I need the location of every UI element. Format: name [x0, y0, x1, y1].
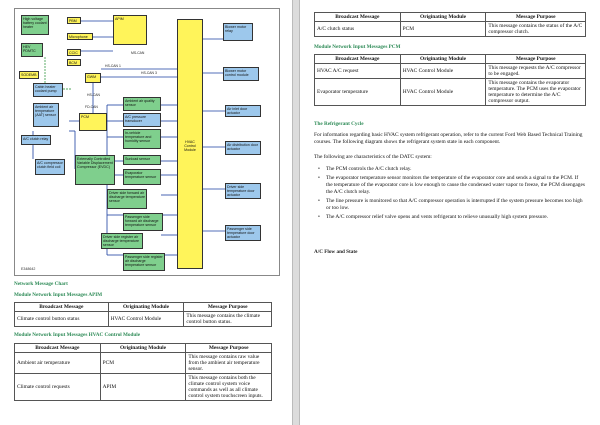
bus-label-hs-can: HS-CAN: [87, 93, 100, 97]
table-row: [315, 79, 586, 106]
sodemb-box: [19, 71, 39, 79]
blower-control-module-label: Blower motor control module: [225, 69, 249, 78]
right-page: [299, 0, 600, 425]
characteristics-paragraph: The following are characteristics of the DATC system:: [314, 154, 432, 160]
air-quality-sensor-box: [123, 97, 161, 111]
pcm-table: [314, 54, 586, 106]
ac-clutch-relay-label: A/C clutch relay: [23, 137, 49, 141]
top-header-broadcast: Broadcast Message: [315, 13, 401, 22]
ccic-box: [67, 49, 81, 56]
ambient-temp-sensor-box: [33, 103, 59, 127]
table-cell: HVAC Control Module: [108, 312, 184, 327]
driver-temp-door-actuator-label: Driver side temperature door actuator: [227, 185, 255, 198]
apim-table: [14, 302, 272, 327]
bus-label-hs-can-1: HS-CAN 1: [105, 64, 121, 68]
ac-pressure-transducer-box: [123, 113, 161, 127]
hvac-header-broadcast: Broadcast Message: [15, 344, 101, 353]
table-row: [15, 353, 272, 374]
in-vehicle-temp-sensor-label: In-vehicle temperature and humidity sensor: [125, 131, 152, 144]
refrigerant-paragraph: For information regarding basic HVAC system refrigerant operation, refer to the current Ford Web Based Technical Training courses. The following diagram shows the refrigerant system state in each component.: [314, 132, 583, 145]
table-cell: This message contains the status of the A/C compressor clutch.: [486, 22, 586, 37]
driver-floor-sensor-label: Driver side forward air discharge temperature sensor: [109, 191, 145, 204]
pcm-heading: Module Network Input Messages PCM: [314, 44, 401, 50]
ac-clutch-relay-box: [21, 135, 51, 145]
passenger-register-sensor-box: [123, 253, 165, 271]
air-inlet-actuator-label: Air inlet door actuator: [227, 107, 248, 116]
air-inlet-actuator-box: [225, 105, 261, 117]
apim-header-broadcast: Broadcast Message: [15, 303, 109, 312]
ccic-label: CCIC: [69, 51, 78, 55]
network-diagram: [14, 8, 280, 276]
hvac-control-module-box: [177, 19, 203, 269]
table-cell: PCM: [400, 22, 486, 37]
ecvd-box: [75, 155, 115, 185]
apim-header-purpose: Message Purpose: [184, 303, 272, 312]
ecvd-label: Externally Controlled Variable Displacement Compressor (EVDC): [77, 157, 113, 170]
table-cell: HVAC Control Module: [400, 64, 486, 79]
table-cell: HVAC A/C request: [315, 64, 401, 79]
in-vehicle-temp-sensor-box: [123, 129, 161, 149]
cabin-heater-pump-label: Cabin heater coolant pump: [35, 85, 57, 94]
bus-label-hs-can-3: HS-CAN 3: [141, 71, 157, 75]
cabin-heater-pump-box: [33, 83, 63, 97]
blower-relay-box: [223, 23, 253, 41]
pcm-label: PCM: [81, 115, 89, 119]
table-cell: Evaporator temperature: [315, 79, 401, 106]
table-row: [15, 312, 272, 327]
bus-label-ms-can: MS-CAN: [131, 51, 145, 55]
passenger-register-sensor-label: Passenger side register air discharge temperature sensor: [125, 255, 163, 268]
pbm-label: PBM: [69, 19, 77, 23]
table-row: [315, 22, 586, 37]
network-message-chart-heading: Network Message Chart: [14, 281, 68, 287]
list-item: • The evaporator temperature sensor monitors the temperature of the evaporator core and sends a signal to the PCM. If the temperature of the evaporator core is low enough to cause the condensed water vapor to freeze, the PCM disengages the A/C clutch relay.: [314, 175, 586, 196]
hev-pdmtc-box: [21, 43, 43, 57]
driver-temp-door-actuator-box: [225, 183, 261, 199]
hvac-header-origin: Originating Module: [100, 344, 186, 353]
table-cell: HVAC Control Module: [400, 79, 486, 106]
table-cell: Climate control button status: [15, 312, 109, 327]
table-cell: This message contains the climate control button status.: [184, 312, 272, 327]
ambient-temp-sensor-label: Ambient air temperature (AAT) sensor: [35, 105, 56, 118]
sodemb-label: SODEMB: [21, 73, 37, 77]
evaporator-temp-sensor-label: Evaporator temperature sensor: [125, 171, 157, 180]
high-voltage-heater-label: High voltage battery coolant heater: [23, 17, 47, 30]
pbm-box: [67, 17, 81, 24]
pcm-header-origin: Originating Module: [400, 55, 486, 64]
hvac-module-table: [14, 343, 272, 401]
apim-header-origin: Originating Module: [108, 303, 184, 312]
sunload-sensor-label: Sunload sensor: [125, 157, 150, 161]
passenger-temp-door-actuator-label: Passenger side temperature door actuator: [227, 227, 255, 240]
refrigerant-cycle-heading: The Refrigerant Cycle: [314, 121, 364, 127]
driver-floor-sensor-box: [107, 189, 147, 209]
table-cell: This message contains raw value from the ambient air temperature sensor.: [186, 353, 272, 374]
table-cell: This message contains the evaporator temperature. The PCM uses the evaporator temperature to determine the A/C compressor output.: [486, 79, 586, 106]
table-cell: Ambient air temperature: [15, 353, 101, 374]
table-cell: This message contains both the climate control system voice commands as well as all climate control system touchscreen inputs.: [186, 374, 272, 401]
hvac-header-purpose: Message Purpose: [186, 344, 272, 353]
bus-label-fd-can: FD-CAN: [85, 105, 98, 109]
driver-register-sensor-box: [101, 233, 143, 249]
sunload-sensor-box: [123, 155, 161, 165]
table-cell: Climate control requests: [15, 374, 101, 401]
passenger-temp-door-actuator-box: [225, 225, 261, 241]
hvac-module-heading: Module Network Input Messages HVAC Control Module: [14, 332, 141, 338]
bcm-label: BCM: [69, 61, 77, 65]
blower-relay-label: Blower motor relay: [225, 25, 247, 34]
microphone-label: Microphone: [69, 35, 88, 39]
driver-register-sensor-label: Driver side register air discharge temperature sensor: [103, 235, 139, 248]
passenger-floor-sensor-box: [123, 213, 163, 231]
air-distribution-actuator-label: Air distribution door actuator: [227, 143, 258, 152]
table-cell: PCM: [100, 353, 186, 374]
gwm-box: [85, 73, 101, 83]
bcm-box: [67, 59, 81, 66]
blower-control-module-box: [223, 67, 259, 81]
table-row: [315, 64, 586, 79]
apim-heading: Module Network Input Messages APIM: [14, 292, 103, 298]
gwm-label: GWM: [87, 75, 97, 79]
list-item: • The PCM controls the A/C clutch relay.: [314, 166, 586, 173]
top-header-origin: Originating Module: [400, 13, 486, 22]
microphone-box: [67, 33, 93, 40]
ac-clutch-status-table: [314, 12, 586, 37]
table-row: [15, 374, 272, 401]
figure-id: E348642: [21, 267, 36, 271]
ac-compressor-clutch-label: A/C compressor clutch field coil: [37, 161, 63, 170]
hev-pdmtc-label: HEV PDMTC: [23, 45, 36, 54]
ac-compressor-clutch-box: [35, 159, 65, 175]
pcm-header-purpose: Message Purpose: [486, 55, 586, 64]
table-cell: This message requests the A/C compressor to be engaged.: [486, 64, 586, 79]
left-page: [0, 0, 293, 425]
air-distribution-actuator-box: [225, 141, 261, 155]
passenger-floor-sensor-label: Passenger side forward air discharge temperature sensor: [125, 215, 159, 228]
ac-pressure-transducer-label: A/C pressure transducer: [125, 115, 146, 124]
datc-characteristics-list: [314, 166, 586, 223]
apim-box: [113, 15, 147, 45]
high-voltage-heater-box: [21, 15, 49, 35]
list-item: • The line pressure is monitored so that A/C compressor operation is interrupted if the system pressure becomes too high or too low.: [314, 198, 586, 212]
pcm-box: [79, 113, 107, 131]
table-cell: A/C clutch status: [315, 22, 401, 37]
air-quality-sensor-label: Ambient air quality sensor: [125, 99, 155, 108]
apim-label: APIM: [115, 17, 124, 21]
top-header-purpose: Message Purpose: [486, 13, 586, 22]
hvac-control-module-label: HVAC Control Module: [184, 140, 196, 153]
evaporator-temp-sensor-box: [123, 169, 161, 185]
pcm-header-broadcast: Broadcast Message: [315, 55, 401, 64]
list-item: • The A/C compressor relief valve opens and vents refrigerant to relieve unusually high system pressure.: [314, 214, 586, 221]
table-cell: APIM: [100, 374, 186, 401]
ac-flow-state-heading: A/C Flow and State: [314, 249, 358, 255]
